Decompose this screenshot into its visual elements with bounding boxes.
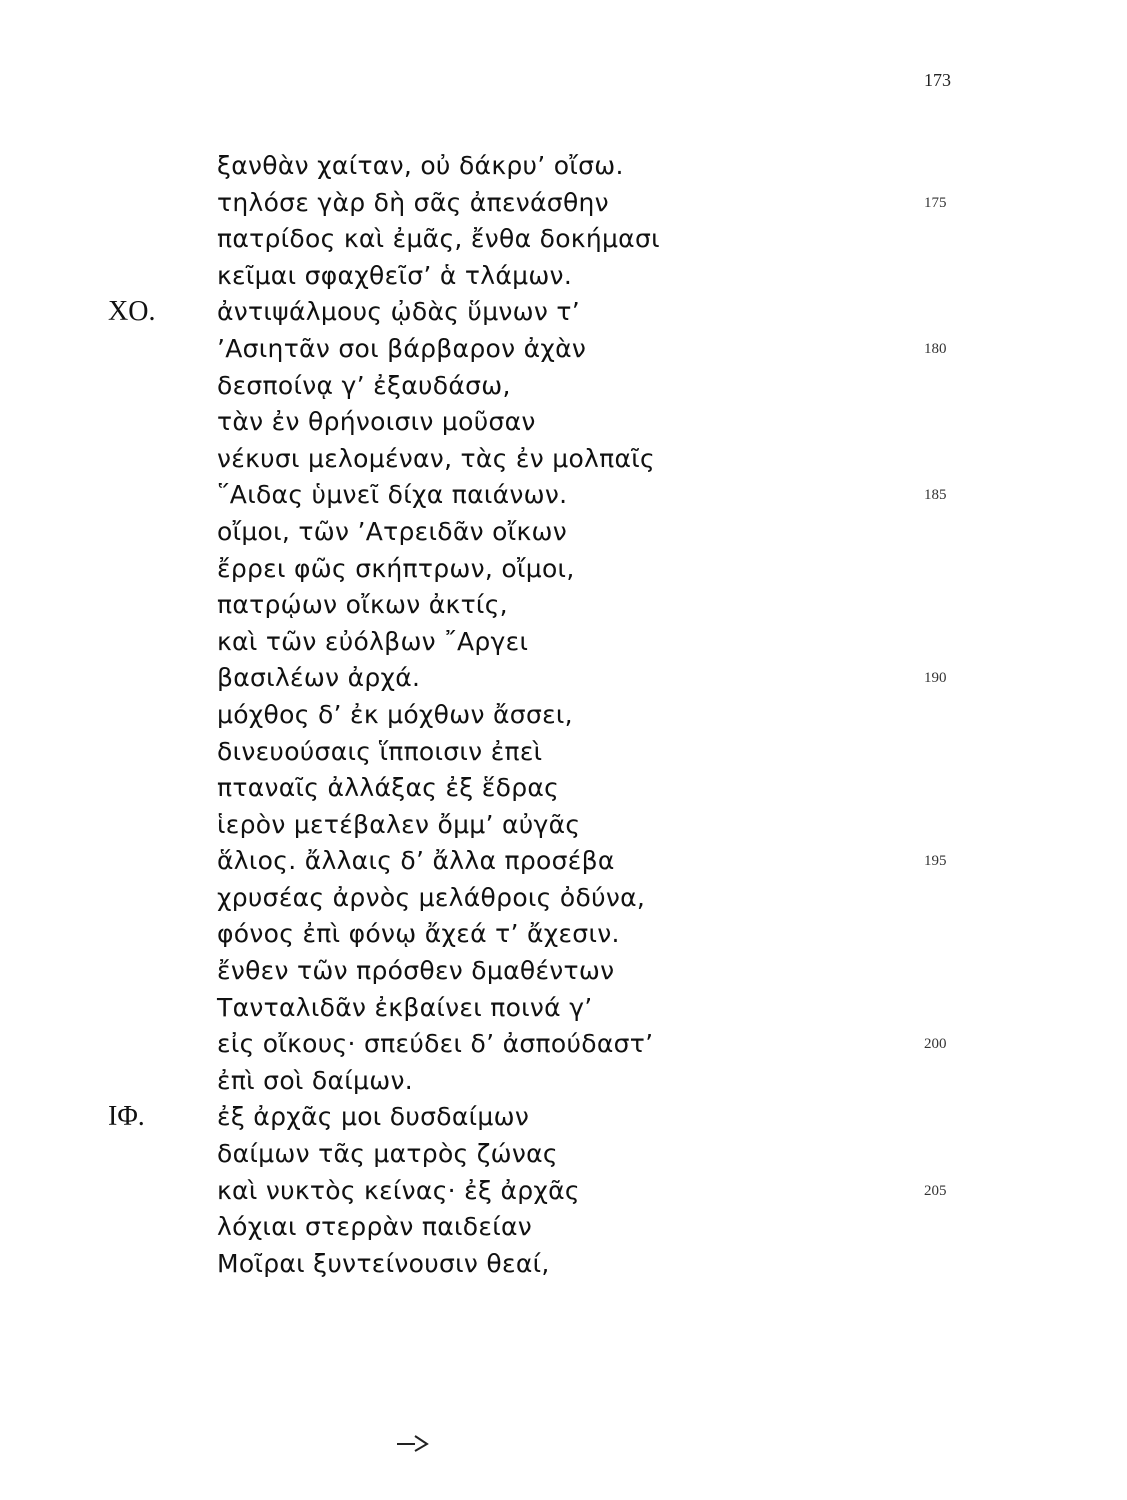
- verse-line: [0, 1063, 1127, 1100]
- line-number: 205: [924, 1182, 947, 1199]
- verse-line: [0, 1099, 1127, 1136]
- verse-text: ἔρρει φῶς σκήπτρων, οἴμοι,: [217, 553, 575, 583]
- verse-text: πατρίδος καὶ ἐμᾶς, ἔνθα δοκήμασι: [217, 224, 660, 254]
- speaker-label: ΧΟ.: [108, 296, 156, 328]
- verse-line: [0, 294, 1127, 331]
- verse-line: [0, 843, 1127, 880]
- verse-line: [0, 221, 1127, 258]
- verse-text: οἴμοι, τῶν ’Ατρειδᾶν οἴκων: [217, 516, 568, 546]
- verse-line: [0, 368, 1127, 405]
- verse-text: δινευούσαις ἵπποισιν ἐπεὶ: [217, 736, 543, 766]
- verse-text: κεῖμαι σφαχθεῖσ’ ἁ τλάμων.: [217, 260, 573, 290]
- verse-line: [0, 770, 1127, 807]
- verse-text: λόχιαι στερρὰν παιδείαν: [217, 1212, 533, 1242]
- line-number: 195: [924, 853, 947, 870]
- verse-line: [0, 880, 1127, 917]
- verse-line: [0, 1026, 1127, 1063]
- verse-text: ξανθὰν χαίταν, οὐ δάκρυ’ οἴσω.: [217, 151, 624, 180]
- verse-line: [0, 148, 1127, 185]
- verse-text: δαίμων τᾶς ματρὸς ζώνας: [217, 1139, 558, 1169]
- verse-text: ἐξ ἀρχᾶς μοι δυσδαίμων: [217, 1102, 530, 1132]
- verse-line: [0, 807, 1127, 844]
- verse-text: ῞Αιδας ὑμνεῖ δίχα παιάνων.: [217, 480, 568, 510]
- speaker-label: ΙΦ.: [108, 1101, 145, 1133]
- verse-text: ἔνθεν τῶν πρόσθεν δμαθέντων: [217, 956, 615, 986]
- verse-line: [0, 1173, 1127, 1210]
- verse-text: ἱερὸν μετέβαλεν ὄμμ’ αὐγᾶς: [217, 809, 581, 839]
- verse-text: βασιλέων ἀρχά.: [217, 663, 421, 693]
- page-number: 173: [924, 70, 951, 90]
- verse-line: [0, 587, 1127, 624]
- verse-text: καὶ τῶν εὐόλβων ῎Αργει: [217, 626, 529, 656]
- line-number: 190: [924, 670, 947, 687]
- verse-line: [0, 404, 1127, 441]
- verse-line: [0, 477, 1127, 514]
- verse-line: [0, 331, 1127, 368]
- verse-text: μόχθος δ’ ἐκ μόχθων ἄσσει,: [217, 699, 573, 729]
- verse-text: ἀντιψάλμους ᾠδὰς ὕμνων τ’: [217, 297, 581, 327]
- verse-text: ἅλιος. ἄλλαις δ’ ἄλλα προσέβα: [217, 846, 615, 876]
- verse-text: πατρῴων οἴκων ἀκτίς,: [217, 590, 508, 620]
- verse-text: τὰν ἐν θρήνοισιν μοῦσαν: [217, 407, 536, 437]
- verse-text: εἰς οἴκους· σπεύδει δ’ ἀσπούδαστ’: [217, 1029, 654, 1059]
- line-number: 175: [924, 194, 947, 211]
- verse-text: δεσποίνᾳ γ’ ἐξαυδάσω,: [217, 370, 511, 400]
- verse-text: πταναῖς ἀλλάξας ἐξ ἕδρας: [217, 773, 560, 803]
- verse-line: [0, 990, 1127, 1027]
- verse-line: [0, 916, 1127, 953]
- verse-line: [0, 697, 1127, 734]
- verse-line: [0, 1209, 1127, 1246]
- verse-line: [0, 734, 1127, 771]
- line-number: 200: [924, 1036, 947, 1053]
- verse-line: [0, 624, 1127, 661]
- verse-line: [0, 258, 1127, 295]
- verse-text: καὶ νυκτὸς κείνας· ἐξ ἀρχᾶς: [217, 1175, 580, 1205]
- verse-block: [0, 148, 1127, 1282]
- verse-text: φόνος ἐπὶ φόνῳ ἄχεά τ’ ἄχεσιν.: [217, 919, 620, 949]
- verse-line: [0, 660, 1127, 697]
- verse-text: νέκυσι μελομέναν, τὰς ἐν μολπαῖς: [217, 443, 655, 473]
- verse-text: χρυσέας ἀρνὸς μελάθροις ὀδύνα,: [217, 882, 646, 912]
- verse-line: [0, 551, 1127, 588]
- line-number: 180: [924, 340, 947, 357]
- verse-text: τηλόσε γὰρ δὴ σᾶς ἀπενάσθην: [217, 187, 609, 217]
- verse-line: [0, 514, 1127, 551]
- verse-line: [0, 185, 1127, 222]
- verse-text: Τανταλιδᾶν ἐκβαίνει ποινά γ’: [217, 992, 593, 1022]
- verse-text: Μοῖραι ξυντείνουσιν θεαί,: [217, 1248, 550, 1278]
- verse-line: [0, 441, 1127, 478]
- verse-text: ἐπὶ σοὶ δαίμων.: [217, 1065, 414, 1095]
- verse-text: ’Ασιητᾶν σοι βάρβαρον ἀχὰν: [217, 333, 587, 363]
- line-number: 185: [924, 487, 947, 504]
- verse-line: [0, 953, 1127, 990]
- verse-line: [0, 1136, 1127, 1173]
- verse-line: [0, 1246, 1127, 1283]
- catchword-arrow-icon: [395, 1432, 431, 1452]
